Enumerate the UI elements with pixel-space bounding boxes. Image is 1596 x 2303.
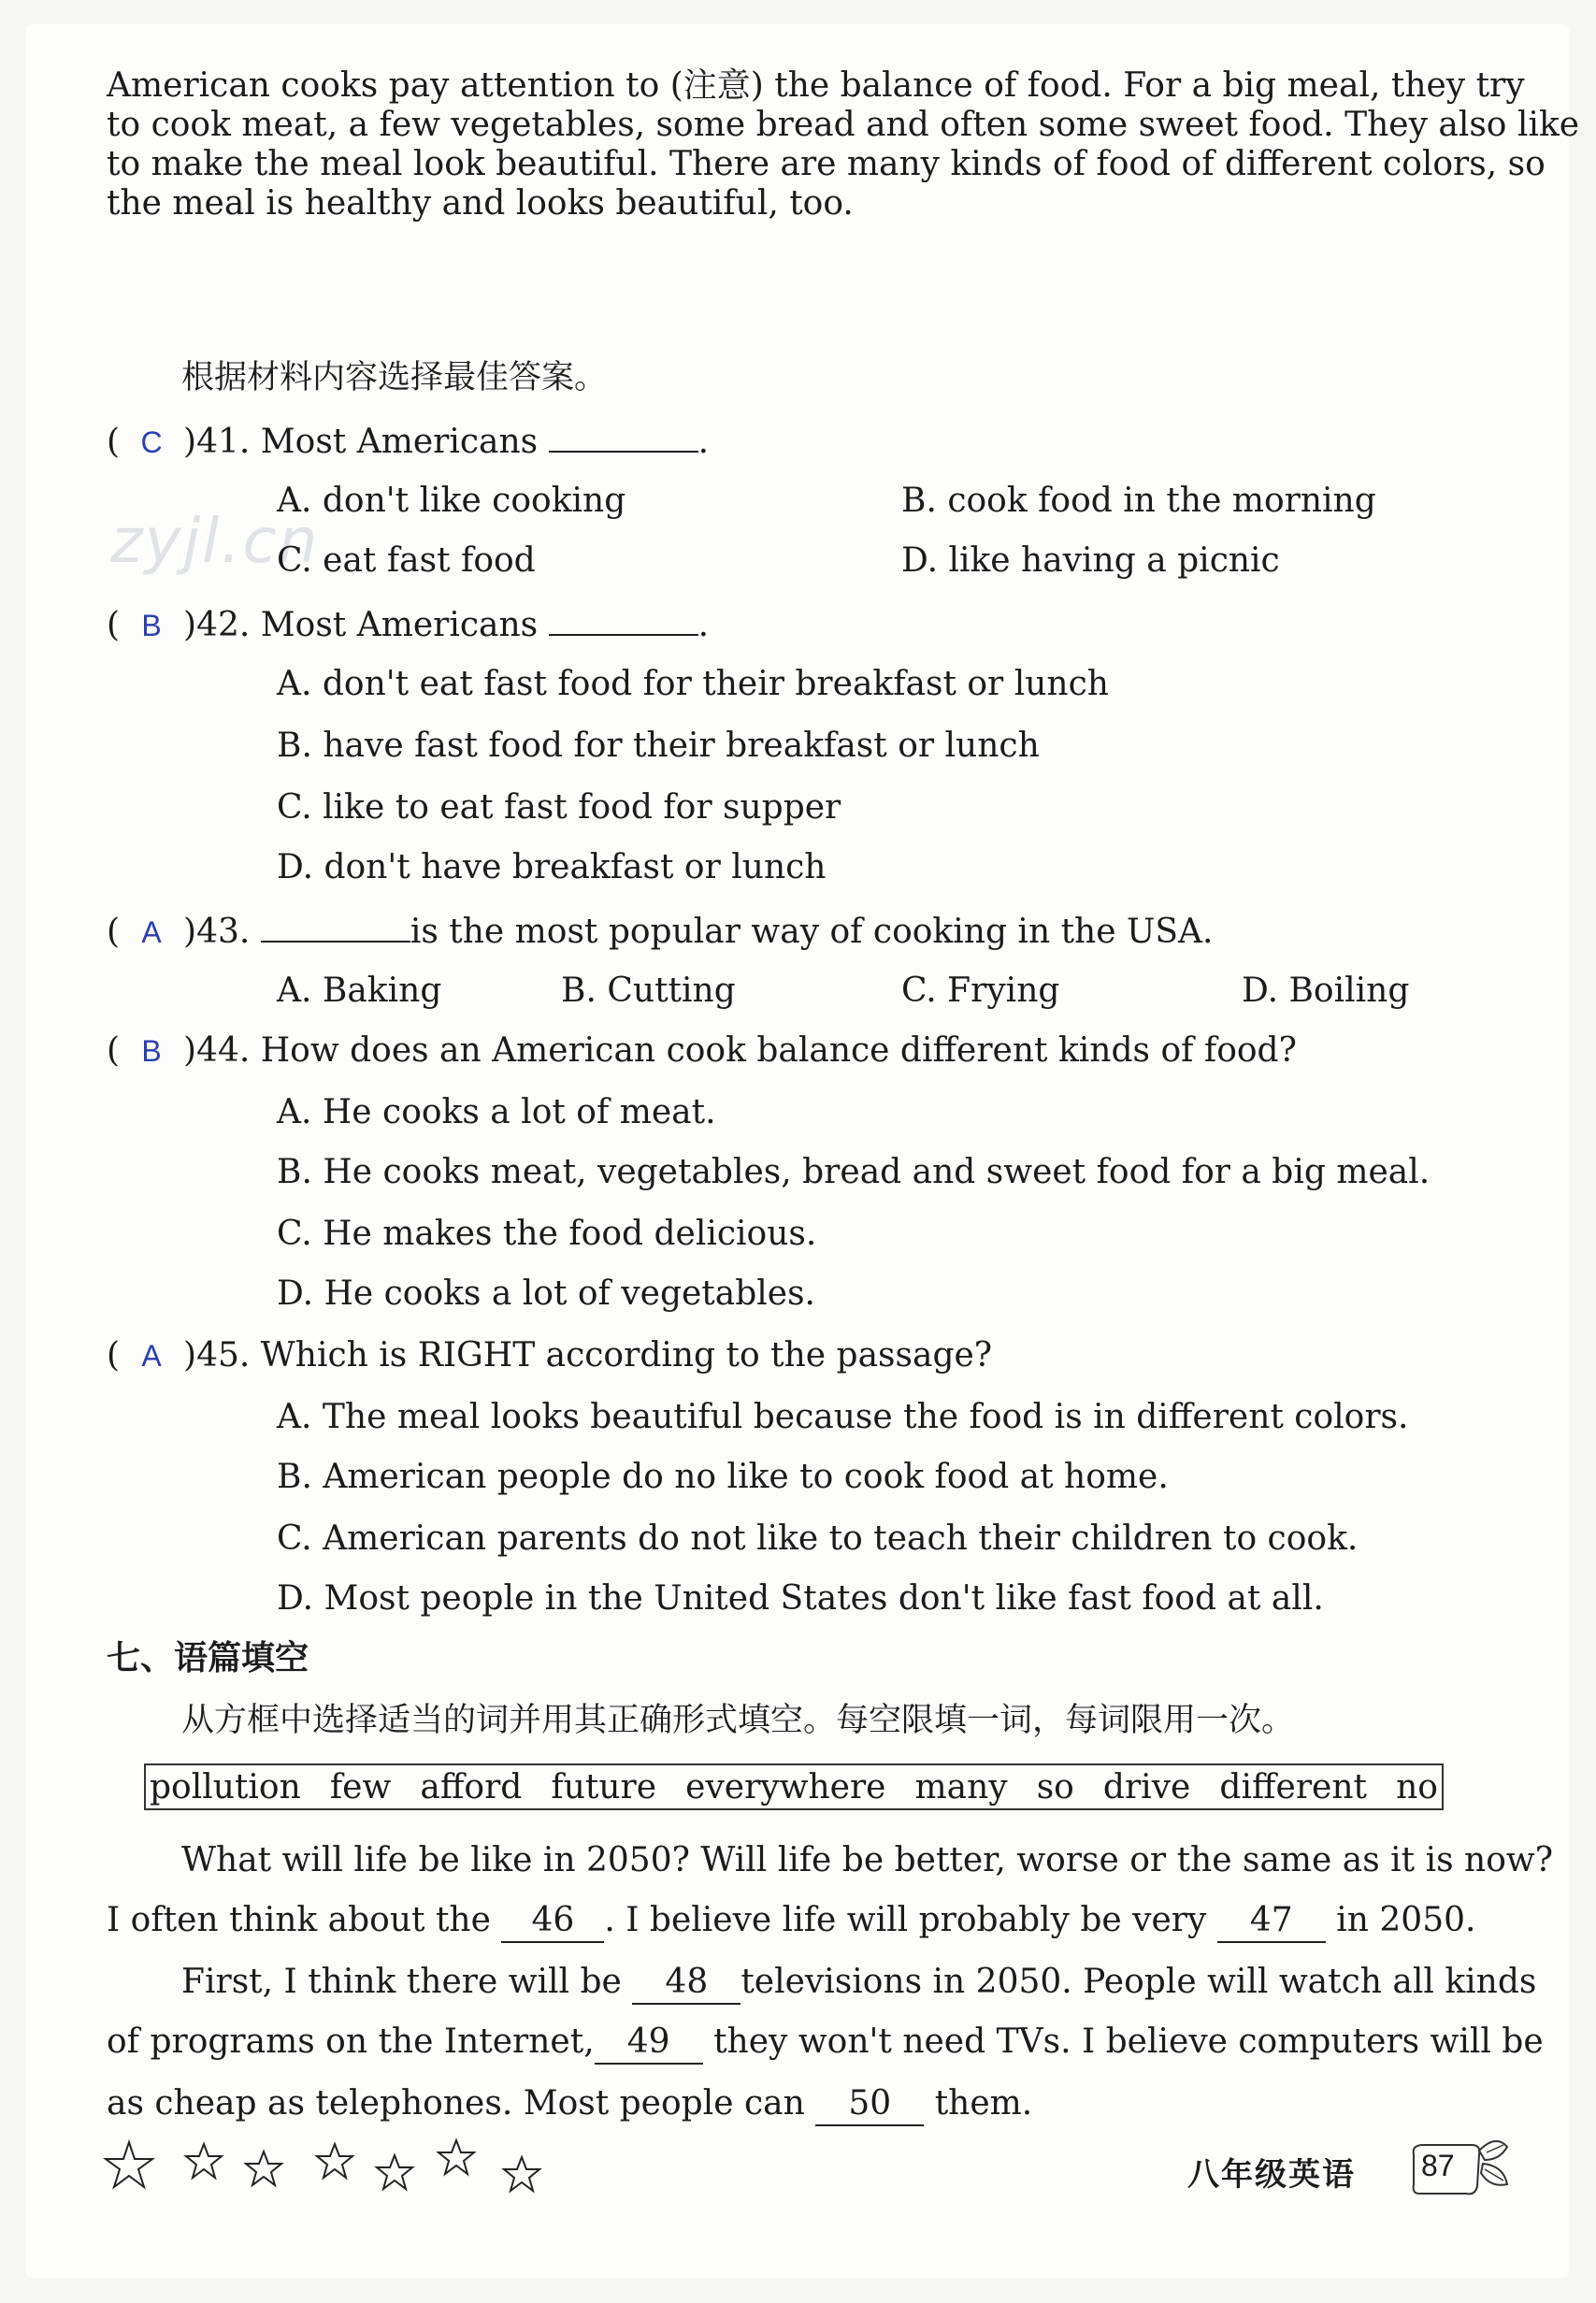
passage-line-3: to make the meal look beautiful. There are many kinds of food of different colors, so [107,145,1546,183]
blank-41 [549,419,698,453]
cloze-text: televisions in 2050. People will watch all kinds [740,1963,1537,2001]
word-box-item: future [551,1767,657,1806]
cloze-line-5 [107,2083,1032,2126]
q42-option-a: A. don't eat fast food for their breakfast or lunch [277,665,1109,703]
word-box-item: afford [420,1767,523,1806]
question-41-suffix: . [697,423,710,461]
q43-option-c: C. Frying [901,972,1060,1010]
q45-option-b: B. American people do no like to cook food at home. [277,1458,1169,1496]
question-45-stem: 45. Which is RIGHT according to the passage? [196,1336,993,1375]
q44-option-b: B. He cooks meat, vegetables, bread and sweet food for a big meal. [277,1153,1431,1191]
word-box-item: few [329,1767,392,1806]
q44-option-a: A. He cooks a lot of meat. [277,1093,716,1131]
answer-42: B [141,609,162,642]
blank-42 [549,602,698,636]
passage-line-1: American cooks pay attention to (注意) the balance of food. For a big meal, they try [107,66,1525,105]
q43-option-a: A. Baking [277,972,442,1010]
answer-paren: ( C ) [107,423,197,461]
question-42: ( B )42. Most Americans . [107,602,709,646]
star-decoration-icon [103,2137,589,2202]
question-43: ( A )43. is the most popular way of cooking in the USA. [107,909,1213,953]
cloze-text: as cheap as telephones. Most people can [107,2084,805,2123]
blank-49: 49 [595,2022,703,2065]
cloze-text: I often think about the [107,1901,491,1939]
q44-option-c: C. He makes the food delicious. [277,1215,817,1253]
q41-option-a: A. don't like cooking [277,482,626,520]
cloze-line-2 [107,1900,1475,1943]
page-number-badge [1410,2132,1513,2207]
section-7-instruction: 从方框中选择适当的词并用其正确形式填空。每空限填一词，每词限用一次。 [181,1702,1295,1739]
q45-option-c: C. American parents do not like to teach their children to cook. [277,1519,1359,1558]
q41-option-c: C. eat fast food [277,541,536,580]
word-box-item: so [1036,1767,1074,1806]
footer-book-title: 八年级英语 [1187,2156,1356,2194]
q43-option-b: B. Cutting [561,972,736,1010]
word-box-item: different [1219,1767,1368,1806]
question-43-number: 43. [196,913,251,951]
cloze-text: . I believe life will probably be very [604,1901,1207,1939]
q41-option-b: B. cook food in the morning [901,482,1376,520]
reading-instruction: 根据材料内容选择最佳答案。 [181,359,608,396]
question-45: ( A )45. Which is RIGHT according to the passage? [107,1336,993,1375]
word-box-item: no [1396,1767,1438,1806]
q44-option-d: D. He cooks a lot of vegetables. [277,1274,815,1313]
q45-option-d: D. Most people in the United States don't like fast food at all. [277,1579,1324,1618]
question-44-stem: 44. How does an American cook balance different kinds of food? [196,1031,1297,1070]
question-41-stem: 41. Most Americans [196,423,539,461]
watermark: zyjl.cn [110,505,320,577]
passage-line-2: to cook meat, a few vegetables, some bread and often some sweet food. They also like [107,106,1580,144]
answer-44: B [141,1034,162,1068]
answer-41: C [140,425,163,459]
blank-46: 46 [501,1900,604,1943]
q42-option-c: C. like to eat fast food for supper [277,788,841,827]
question-43-stem: is the most popular way of cooking in the USA. [410,913,1214,951]
page-number: 87 [1421,2149,1455,2182]
cloze-text: in 2050. [1336,1901,1476,1939]
answer-45: A [141,1339,162,1373]
cloze-line-1: What will life be like in 2050? Will life be better, worse or the same as it is now? [181,1841,1553,1879]
question-41 [107,419,709,463]
word-box-item: pollution [150,1767,301,1806]
q42-option-d: D. don't have breakfast or lunch [277,848,827,886]
word-box [144,1763,1444,1810]
q42-option-b: B. have fast food for their breakfast or lunch [277,727,1040,765]
passage-line-4: the meal is healthy and looks beautiful, too. [107,184,854,223]
question-44: ( B )44. How does an American cook balance different kinds of food? [107,1031,1297,1070]
cloze-text: them. [934,2084,1033,2123]
section-7-title: 七、语篇填空 [107,1639,309,1677]
word-box-item: everywhere [685,1767,886,1806]
word-box-item: many [914,1767,1008,1806]
blank-48: 48 [632,1962,740,2005]
answer-43: A [141,915,162,949]
cloze-line-4 [107,2022,1544,2065]
blank-50: 50 [815,2083,924,2126]
question-42-stem: 42. Most Americans [196,606,539,644]
blank-47: 47 [1217,1900,1326,1943]
q43-option-d: D. Boiling [1242,972,1410,1010]
blank-43 [261,909,410,943]
cloze-text: First, I think there will be [181,1963,622,2001]
word-box-item: drive [1102,1767,1191,1806]
cloze-line-3 [181,1962,1536,2005]
q45-option-a: A. The meal looks beautiful because the food is in different colors. [277,1398,1409,1436]
q41-option-d: D. like having a picnic [901,541,1280,580]
cloze-text: of programs on the Internet, [107,2022,595,2061]
question-42-suffix: . [697,606,710,644]
cloze-text: they won't need TVs. I believe computers will be [713,2022,1544,2061]
